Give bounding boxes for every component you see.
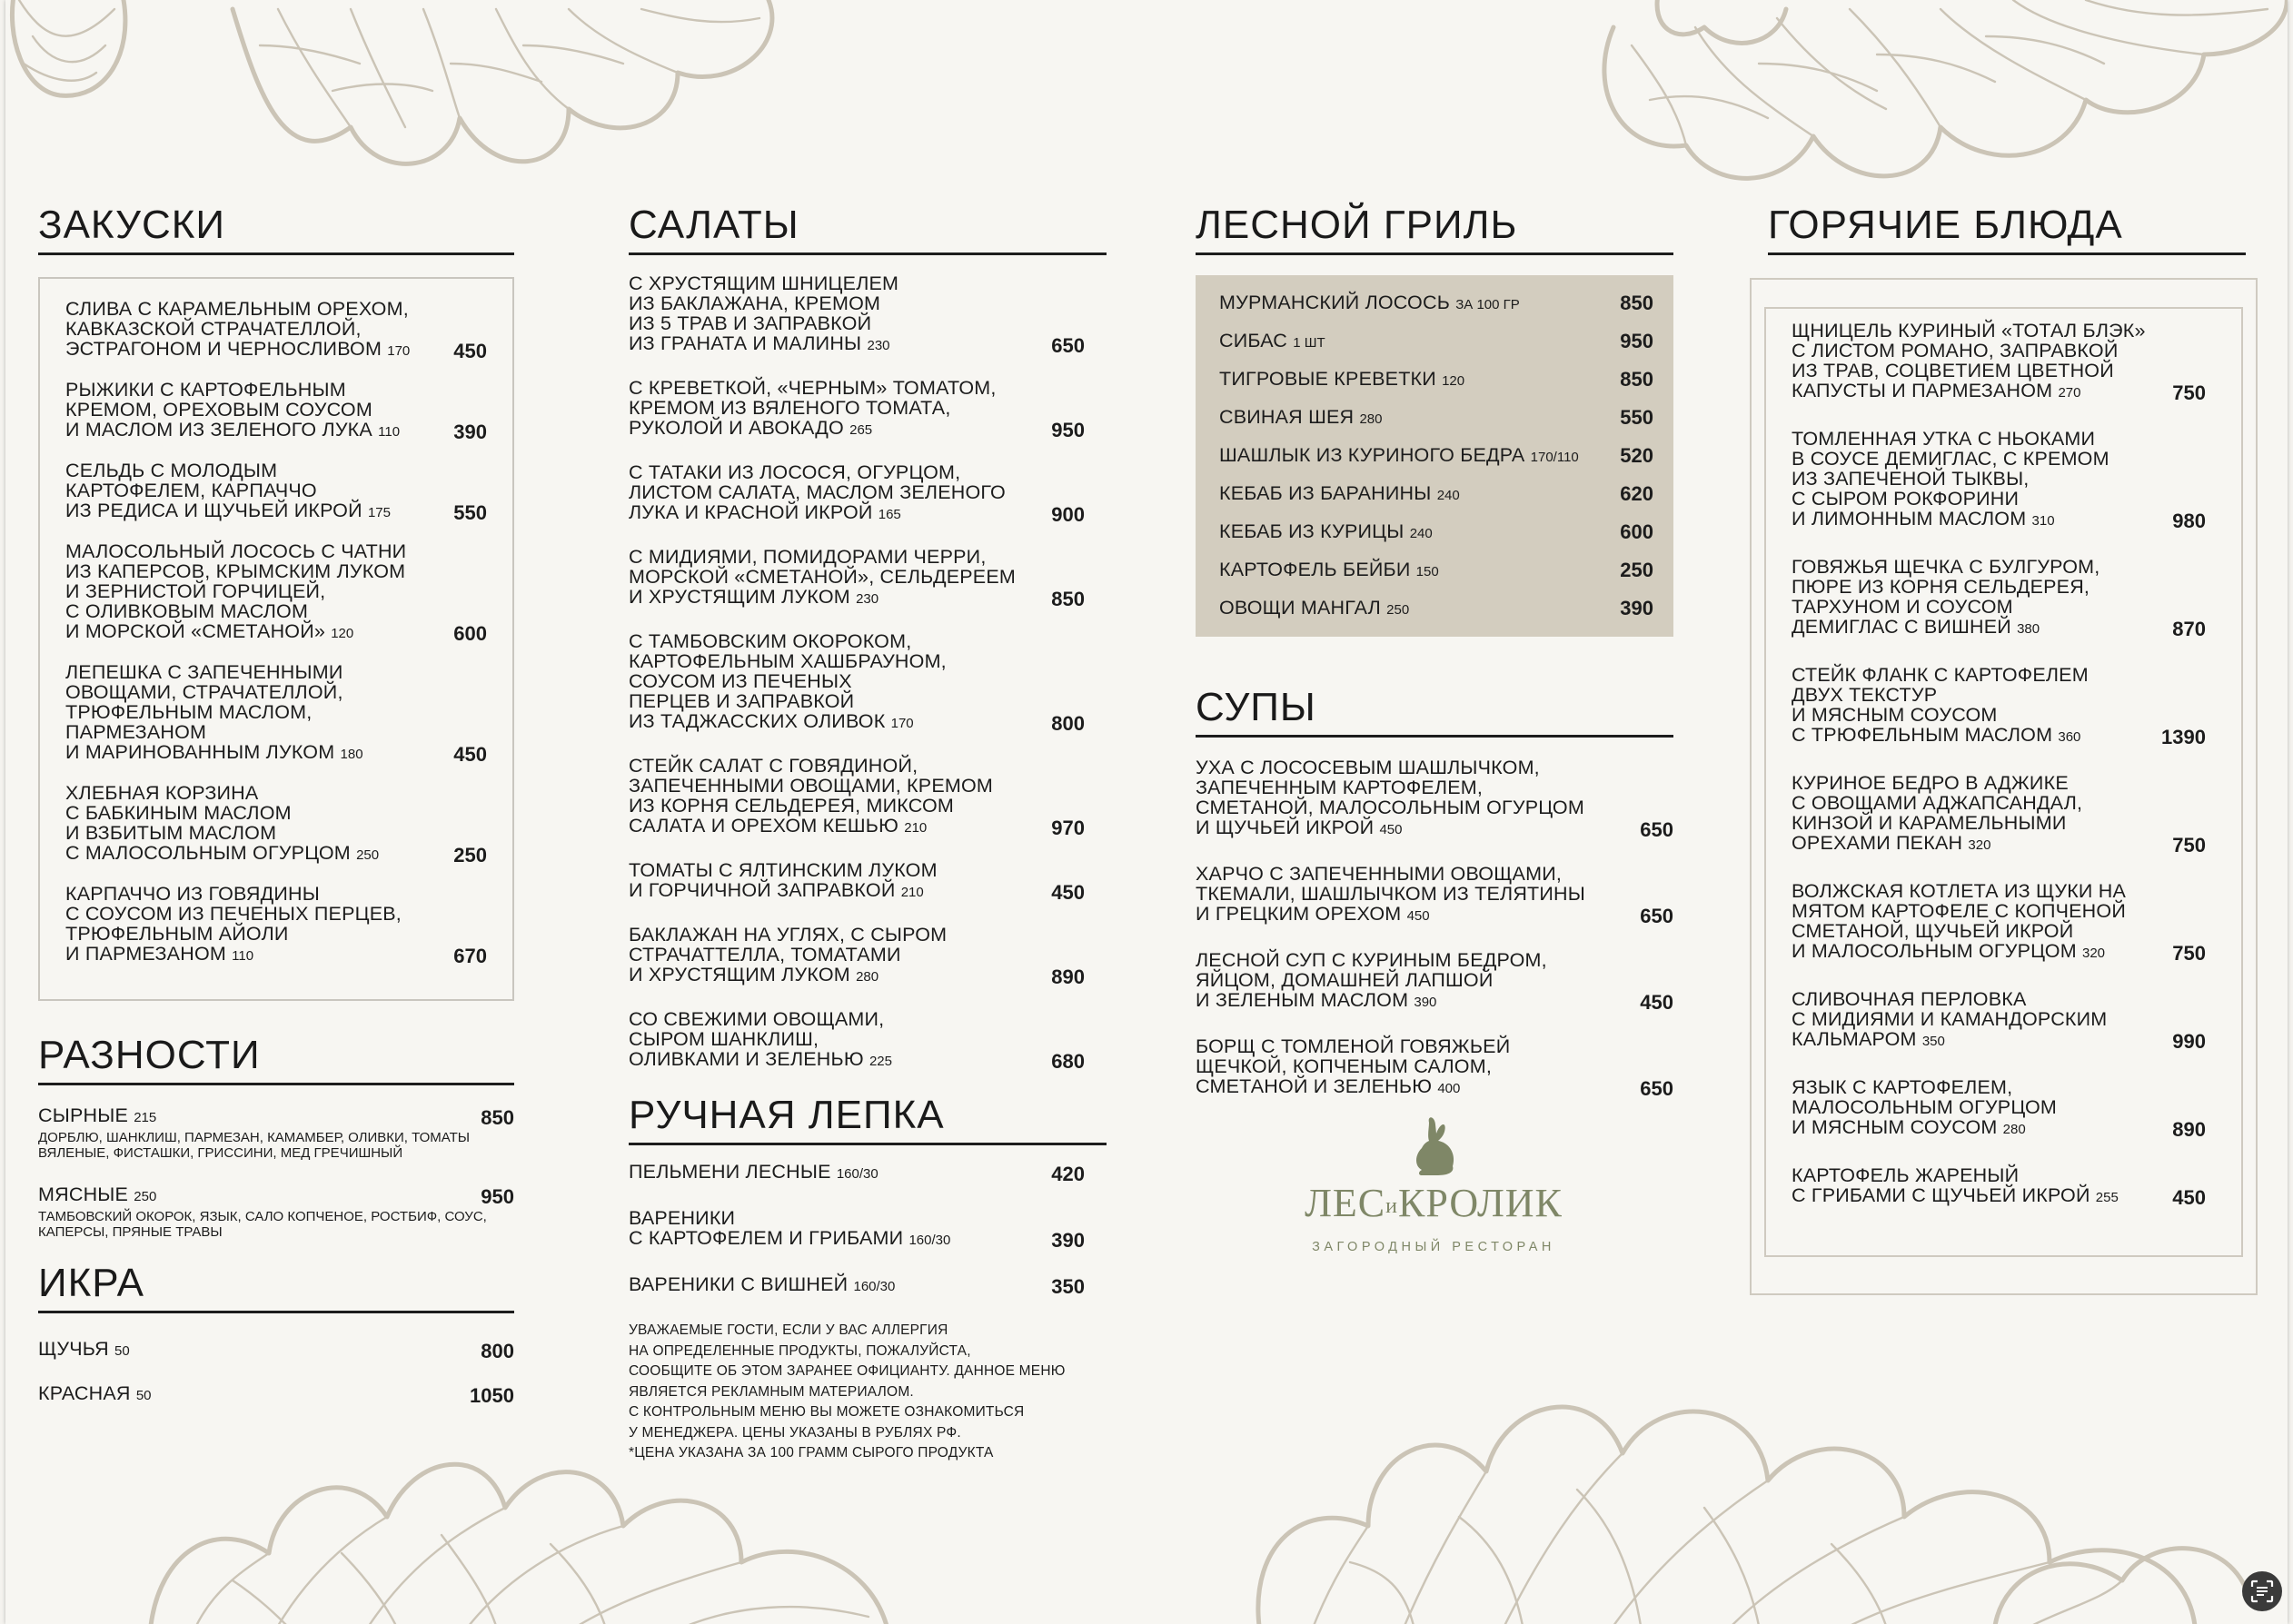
item-title: КАРТОФЕЛЬ БЕЙБИ <box>1219 558 1411 580</box>
menu-item <box>629 547 1085 609</box>
brand-tagline: ЗАГОРОДНЫЙ РЕСТОРАН <box>1312 1240 1555 1254</box>
menu-item <box>1792 321 2206 403</box>
menu-item-name <box>629 462 1027 525</box>
menu-item <box>1219 399 1653 437</box>
menu-item-name <box>65 662 429 765</box>
item-weight: 250 <box>356 847 380 863</box>
menu-item-name <box>1792 557 2148 639</box>
menu-item <box>1196 950 1673 1013</box>
item-title: ВОЛЖСКАЯ КОТЛЕТА ИЗ ЩУКИ НА МЯТОМ КАРТОФЕЛЕ С КОПЧЕНОЙ СМЕТАНОЙ, ЩУЧЬЕЙ ИКРОЙ И МАЛОСОЛЬНЫМ ОГУРЦОМ <box>1792 880 2127 962</box>
item-weight: 170 <box>387 343 411 359</box>
item-price: 890 <box>1051 965 1085 988</box>
allergy-notice: УВАЖАЕМЫЕ ГОСТИ, ЕСЛИ У ВАС АЛЛЕРГИЯ НА ОПРЕДЕЛЕННЫЕ ПРОДУКТЫ, ПОЖАЛУЙСТА, СООБЩИТЕ ОБ ЭТОМ ЗАРАНЕЕ ОФИЦИАНТУ. ДАННОЕ МЕНЮ ЯВЛЯЕТСЯ РЕКЛАМНЫМ МАТЕРИАЛОМ. С КОНТРОЛЬНЫМ МЕНЮ ВЫ МОЖЕТЕ ОЗНАКОМИТЬСЯ У МЕНЕДЖЕРА. ЦЕНЫ УКАЗАНЫ В РУБЛЯХ РФ. *ЦЕНА УКАЗАНА ЗА 100 ГРАММ СЫРОГО ПРОДУКТА <box>629 1322 1066 1461</box>
item-price: 750 <box>2172 381 2206 404</box>
item-weight: 280 <box>856 969 879 985</box>
menu-item-name <box>1792 773 2148 856</box>
menu-item <box>65 541 487 644</box>
menu-item <box>629 1162 1085 1184</box>
item-price: 600 <box>453 622 487 645</box>
item-title: С ХРУСТЯЩИМ ШНИЦЕЛЕМ ИЗ БАКЛАЖАНА, КРЕМОМ ИЗ 5 ТРАВ И ЗАПРАВКОЙ ИЗ ГРАНАТА И МАЛИНЫ <box>629 272 899 354</box>
item-title: ЛЕПЕШКА С ЗАПЕЧЕННЫМИ ОВОЩАМИ, СТРАЧАТЕЛЛОЙ, ТРЮФЕЛЬНЫМ МАСЛОМ, ПАРМЕЗАНОМ И МАРИНОВАННЫМ ЛУКОМ <box>65 661 343 763</box>
menu-item <box>65 783 487 866</box>
menu-item <box>1196 758 1673 840</box>
menu-item-name <box>38 1105 456 1128</box>
section-title-ikra: ИКРА <box>38 1263 514 1313</box>
item-title: ХАРЧО С ЗАПЕЧЕННЫМИ ОВОЩАМИ, ТКЕМАЛИ, ШАШЛЫЧКОМ ИЗ ТЕЛЯТИНЫ И ГРЕЦКИМ ОРЕХОМ <box>1196 863 1586 925</box>
item-title: ТОМАТЫ С ЯЛТИНСКИМ ЛУКОМ И ГОРЧИЧНОЙ ЗАПРАВКОЙ <box>629 859 938 901</box>
item-price: 890 <box>2172 1118 2206 1141</box>
menu-item-name <box>629 1009 1027 1072</box>
menu-item-name <box>629 1208 1027 1251</box>
item-title: ВАРЕНИКИ С ВИШНЕЙ <box>629 1273 849 1295</box>
item-price: 850 <box>1620 292 1653 314</box>
item-title: МЯСНЫЕ <box>38 1183 129 1205</box>
menu-item-name <box>1792 1165 2148 1208</box>
item-price: 550 <box>453 501 487 524</box>
item-title: СЛИВА С КАРАМЕЛЬНЫМ ОРЕХОМ, КАВКАЗСКОЙ СТРАЧАТЕЛЛОЙ, ЭСТРАГОНОМ И ЧЕРНОСЛИВОМ <box>65 298 409 360</box>
menu-item-name <box>1219 598 1595 620</box>
item-price: 800 <box>1051 712 1085 735</box>
item-price: 670 <box>453 945 487 967</box>
item-weight: 120 <box>1442 372 1465 389</box>
menu-item <box>629 1208 1085 1251</box>
item-weight: 175 <box>367 505 391 520</box>
item-price: 520 <box>1620 444 1653 467</box>
menu-item-name <box>629 1162 1027 1184</box>
item-description: ТАМБОВСКИЙ ОКОРОК, ЯЗЫК, САЛО КОПЧЕНОЕ, РОСТБИФ, СОУС, КАПЕРСЫ, ПРЯНЫЕ ТРАВЫ <box>38 1209 487 1240</box>
section-title-lepka: РУЧНАЯ ЛЕПКА <box>629 1095 1107 1145</box>
menu-item <box>1792 773 2206 856</box>
item-title: СО СВЕЖИМИ ОВОЩАМИ, СЫРОМ ШАНКЛИШ, ОЛИВКАМИ И ЗЕЛЕНЬЮ <box>629 1008 885 1070</box>
menu-item-name <box>1792 665 2148 748</box>
item-weight: 390 <box>1414 995 1437 1010</box>
item-weight: 280 <box>1359 411 1383 427</box>
item-title: С КРЕВЕТКОЙ, «ЧЕРНЫМ» ТОМАТОМ, КРЕМОМ ИЗ ВЯЛЕНОГО ТОМАТА, РУКОЛОЙ И АВОКАДО <box>629 377 997 439</box>
scan-text-icon <box>2250 1579 2274 1603</box>
menu-item <box>629 1009 1085 1072</box>
menu-item-name <box>65 460 429 523</box>
item-price: 870 <box>2172 618 2206 640</box>
item-weight: 170 <box>890 716 914 731</box>
menu-item-name <box>65 884 429 966</box>
item-price: 650 <box>1640 905 1673 927</box>
grill-box <box>1196 275 1673 637</box>
item-title: ПЕЛЬМЕНИ ЛЕСНЫЕ <box>629 1161 831 1183</box>
menu-item-name <box>65 380 429 442</box>
menu-item <box>1219 589 1653 628</box>
menu-item-name <box>1219 331 1595 353</box>
menu-item <box>1792 1165 2206 1208</box>
item-title: КАРПАЧЧО ИЗ ГОВЯДИНЫ С СОУСОМ ИЗ ПЕЧЕНЫХ ПЕРЦЕВ, ТРЮФЕЛЬНЫМ АЙОЛИ И ПАРМЕЗАНОМ <box>65 883 402 965</box>
menu-item <box>629 462 1085 525</box>
item-price: 680 <box>1051 1050 1085 1073</box>
item-weight: 400 <box>1437 1081 1461 1096</box>
item-price: 350 <box>1051 1275 1085 1298</box>
item-title: УХА С ЛОСОСЕВЫМ ШАШЛЫЧКОМ, ЗАПЕЧЕННЫМ КАРТОФЕЛЕМ, СМЕТАНОЙ, МАЛОСОЛЬНЫМ ОГУРЦОМ И ЩУЧЬЕЙ ИКРОЙ <box>1196 757 1584 838</box>
section-title-zakuski: ЗАКУСКИ <box>38 205 514 255</box>
menu-item-name <box>1219 521 1595 544</box>
item-title: ТОМЛЕННАЯ УТКА С НЬОКАМИ В СОУСЕ ДЕМИГЛАС, С КРЕМОМ ИЗ ЗАПЕЧЕНОЙ ТЫКВЫ, С СЫРОМ РОКФОРИНИ И ЛИМОННЫМ МАСЛОМ <box>1792 428 2109 530</box>
menu-item-name <box>1219 369 1595 391</box>
item-weight: 320 <box>1968 837 1991 853</box>
section-title-grill: ЛЕСНОЙ ГРИЛЬ <box>1196 205 1673 255</box>
menu-item <box>65 299 487 361</box>
menu-item <box>1792 881 2206 964</box>
item-weight: 310 <box>2031 513 2055 529</box>
item-price: 850 <box>1051 588 1085 610</box>
menu-item <box>629 925 1085 987</box>
item-weight: 350 <box>1921 1034 1945 1049</box>
item-price: 980 <box>2172 510 2206 532</box>
item-title: СТЕЙК САЛАТ С ГОВЯДИНОЙ, ЗАПЕЧЕННЫМИ ОВОЩАМИ, КРЕМОМ ИЗ КОРНЯ СЕЛЬДЕРЕЯ, МИКСОМ САЛАТА И ОРЕХОМ КЕШЬЮ <box>629 755 993 837</box>
raznosti-list <box>38 1105 514 1240</box>
item-price: 650 <box>1051 334 1085 357</box>
menu-item-name <box>629 547 1027 609</box>
menu-item <box>38 1339 514 1362</box>
item-title: БАКЛАЖАН НА УГЛЯХ, С СЫРОМ СТРАЧАТТЕЛЛА, ТОМАТАМИ И ХРУСТЯЩИМ ЛУКОМ <box>629 924 948 985</box>
item-weight: ЗА 100 ГР <box>1455 296 1520 312</box>
item-price: 990 <box>2172 1030 2206 1053</box>
item-weight: 240 <box>1436 487 1460 503</box>
menu-item <box>65 460 487 523</box>
menu-item-name <box>1792 321 2148 403</box>
item-price: 850 <box>1620 368 1653 391</box>
menu-item <box>1219 361 1653 399</box>
menu-item-name <box>629 273 1027 356</box>
item-weight: 230 <box>856 591 879 607</box>
item-title: СЫРНЫЕ <box>38 1104 128 1126</box>
item-title: С МИДИЯМИ, ПОМИДОРАМИ ЧЕРРИ, МОРСКОЙ «СМЕТАНОЙ», СЕЛЬДЕРЕЕМ И ХРУСТЯЩИМ ЛУКОМ <box>629 546 1016 608</box>
item-price: 950 <box>481 1185 514 1208</box>
salaty-list <box>629 273 1107 1072</box>
item-price: 620 <box>1620 482 1653 505</box>
item-title: КЕБАБ ИЗ КУРИЦЫ <box>1219 520 1405 542</box>
item-weight: 450 <box>1406 908 1430 924</box>
menu-item <box>1219 437 1653 475</box>
menu-item-name <box>1219 483 1595 506</box>
item-price: 900 <box>1051 503 1085 526</box>
leaf-decoration-bottom-right <box>1250 1362 2288 1624</box>
item-price: 650 <box>1640 818 1673 841</box>
lepka-list <box>629 1162 1107 1297</box>
item-weight: 160/30 <box>908 1233 951 1248</box>
item-title: КУРИНОЕ БЕДРО В АДЖИКЕ С ОВОЩАМИ АДЖАПСАНДАЛ, КИНЗОЙ И КАРАМЕЛЬНЫМИ ОРЕХАМИ ПЕКАН <box>1792 772 2083 854</box>
item-price: 750 <box>2172 834 2206 857</box>
item-weight: 230 <box>867 338 890 353</box>
menu-item-name <box>1792 989 2148 1052</box>
menu-item-name <box>629 1274 1027 1297</box>
item-title: ЛЕСНОЙ СУП С КУРИНЫМ БЕДРОМ, ЯЙЦОМ, ДОМАШНЕЙ ЛАПШОЙ И ЗЕЛЕНЫМ МАСЛОМ <box>1196 949 1547 1011</box>
item-weight: 160/30 <box>853 1279 896 1294</box>
item-title: КЕБАБ ИЗ БАРАНИНЫ <box>1219 481 1432 504</box>
menu-item-name <box>1196 758 1615 840</box>
menu-item-name <box>1196 1036 1615 1099</box>
item-price: 390 <box>1620 597 1653 619</box>
item-weight: 225 <box>869 1054 892 1069</box>
menu-item <box>629 860 1085 903</box>
item-price: 600 <box>1620 520 1653 543</box>
column-zakuski <box>38 205 514 1428</box>
menu-item <box>1792 557 2206 639</box>
item-weight: 280 <box>2002 1122 2026 1137</box>
menu-item-name <box>38 1339 456 1362</box>
item-weight: 265 <box>849 422 873 438</box>
section-title-supy: СУПЫ <box>1196 688 1673 738</box>
column-salaty <box>629 205 1107 1464</box>
menu-item-name <box>65 541 429 644</box>
menu-item <box>65 884 487 966</box>
item-price: 550 <box>1620 406 1653 429</box>
item-title: МУРМАНСКИЙ ЛОСОСЬ <box>1219 291 1451 313</box>
menu-sheet <box>5 0 2288 1624</box>
item-title: СЕЛЬДЬ С МОЛОДЫМ КАРТОФЕЛЕМ, КАРПАЧЧО ИЗ РЕДИСА И ЩУЧЬЕЙ ИКРОЙ <box>65 460 362 521</box>
scan-text-button[interactable] <box>2242 1571 2282 1611</box>
item-price: 970 <box>1051 817 1085 839</box>
rabbit-icon <box>1402 1115 1465 1179</box>
item-weight: 160/30 <box>836 1166 878 1182</box>
item-title: КАРТОФЕЛЬ ЖАРЕНЫЙ С ГРИБАМИ С ЩУЧЬЕЙ ИКРОЙ <box>1792 1164 2090 1206</box>
menu-item <box>1219 475 1653 513</box>
menu-item <box>1792 1077 2206 1140</box>
item-weight: 170/110 <box>1530 449 1579 465</box>
menu-item-name <box>629 860 1027 903</box>
menu-item <box>1196 864 1673 926</box>
item-price: 450 <box>453 743 487 766</box>
ikra-list <box>38 1339 514 1406</box>
item-title: ГОВЯЖЬЯ ЩЕЧКА С БУЛГУРОМ, ПЮРЕ ИЗ КОРНЯ СЕЛЬДЕРЕЯ, ТАРХУНОМ И СОУСОМ ДЕМИГЛАС С ВИШНЕЙ <box>1792 556 2100 638</box>
item-description: ДОРБЛЮ, ШАНКЛИШ, ПАРМЕЗАН, КАМАМБЕР, ОЛИВКИ, ТОМАТЫ ВЯЛЕНЫЕ, ФИСТАШКИ, ГРИССИНИ, МЕД ГРЕЧИШНЫЙ <box>38 1130 471 1161</box>
item-title: ОВОЩИ МАНГАЛ <box>1219 596 1381 619</box>
menu-item-name <box>65 783 429 866</box>
item-weight: 210 <box>904 820 928 836</box>
item-price: 450 <box>453 340 487 362</box>
item-weight: 50 <box>135 1388 152 1403</box>
column-grill <box>1196 205 1673 1123</box>
item-weight: 210 <box>900 885 924 900</box>
menu-item <box>1196 1036 1673 1099</box>
item-title: ЩУЧЬЯ <box>38 1338 109 1360</box>
menu-item <box>1792 989 2206 1052</box>
item-price: 250 <box>453 844 487 866</box>
menu-item <box>38 1184 514 1207</box>
item-price: 450 <box>1051 881 1085 904</box>
menu-item <box>65 662 487 765</box>
restaurant-logo <box>1288 1115 1579 1254</box>
item-weight: 450 <box>1379 822 1403 837</box>
hot-list <box>1768 321 2246 1208</box>
item-title: С ТАТАКИ ИЗ ЛОСОСЯ, ОГУРЦОМ, ЛИСТОМ САЛАТА, МАСЛОМ ЗЕЛЕНОГО ЛУКА И КРАСНОЙ ИКРОЙ <box>629 461 1006 523</box>
item-price: 250 <box>1620 559 1653 581</box>
brand-name: ЛЕСиКРОЛИК <box>1305 1181 1563 1225</box>
item-title: СТЕЙК ФЛАНК С КАРТОФЕЛЕМ ДВУХ ТЕКСТУР И МЯСНЫМ СОУСОМ С ТРЮФЕЛЬНЫМ МАСЛОМ <box>1792 664 2089 746</box>
menu-item-name <box>38 1383 456 1406</box>
item-weight: 380 <box>2017 621 2040 637</box>
menu-item-name <box>629 925 1027 987</box>
menu-item <box>38 1383 514 1406</box>
leaf-decoration-top-right <box>1577 0 2288 209</box>
column-hot <box>1768 205 2246 1233</box>
menu-item-name <box>629 378 1027 441</box>
item-title: СВИНАЯ ШЕЯ <box>1219 405 1355 428</box>
menu-item-name <box>1792 429 2148 531</box>
menu-item-name <box>1219 445 1595 468</box>
item-price: 450 <box>2172 1186 2206 1209</box>
item-weight: 270 <box>2058 385 2081 401</box>
item-weight: 120 <box>331 626 354 641</box>
menu-item <box>1219 322 1653 361</box>
item-title: ШАШЛЫК ИЗ КУРИНОГО БЕДРА <box>1219 443 1525 466</box>
menu-item-name <box>1792 881 2148 964</box>
item-weight: 360 <box>2058 729 2081 745</box>
menu-item-name <box>65 299 429 361</box>
menu-item <box>1792 429 2206 531</box>
item-weight: 250 <box>134 1189 157 1204</box>
section-title-salaty: САЛАТЫ <box>629 205 1107 255</box>
menu-item-name <box>1196 950 1615 1013</box>
item-title: ТИГРОВЫЕ КРЕВЕТКИ <box>1219 367 1436 390</box>
menu-item <box>629 273 1085 356</box>
item-title: ЩНИЦЕЛЬ КУРИНЫЙ «ТОТАЛ БЛЭК» С ЛИСТОМ РОМАНО, ЗАПРАВКОЙ ИЗ ТРАВ, СОЦВЕТИЕМ ЦВЕТНОЙ КАПУСТЫ И ПАРМЕЗАНОМ <box>1792 320 2146 401</box>
item-weight: 250 <box>1386 601 1410 618</box>
leaf-decoration-top-left <box>5 0 142 118</box>
leaf-decoration-top-center <box>223 0 805 200</box>
menu-item-name <box>1196 864 1615 926</box>
item-price: 1390 <box>2161 726 2206 748</box>
menu-item-name <box>1219 407 1595 430</box>
menu-item <box>1219 284 1653 322</box>
item-title: С ТАМБОВСКИМ ОКОРОКОМ, КАРТОФЕЛЬНЫМ ХАШБРАУНОМ, СОУСОМ ИЗ ПЕЧЕНЫХ ПЕРЦЕВ И ЗАПРАВКОЙ ИЗ ТАДЖАССКИХ ОЛИВОК <box>629 630 947 732</box>
item-price: 390 <box>453 421 487 443</box>
menu-item <box>629 378 1085 441</box>
item-weight: 165 <box>878 507 901 522</box>
item-title: МАЛОСОЛЬНЫЙ ЛОСОСЬ С ЧАТНИ ИЗ КАПЕРСОВ, КРЫМСКИМ ЛУКОМ И ЗЕРНИСТОЙ ГОРЧИЦЕЙ, С ОЛИВКОВЫМ МАСЛОМ И МОРСКОЙ «СМЕТАНОЙ» <box>65 540 407 642</box>
menu-item-name <box>629 756 1027 838</box>
item-weight: 255 <box>2095 1190 2119 1205</box>
item-title: РЫЖИКИ С КАРТОФЕЛЬНЫМ КРЕМОМ, ОРЕХОВЫМ СОУСОМ И МАСЛОМ ИЗ ЗЕЛЕНОГО ЛУКА <box>65 379 372 441</box>
item-price: 800 <box>481 1340 514 1362</box>
item-weight: 215 <box>134 1110 157 1125</box>
item-price: 650 <box>1640 1077 1673 1100</box>
item-price: 750 <box>2172 942 2206 965</box>
item-weight: 150 <box>1415 563 1439 579</box>
item-price: 450 <box>1640 991 1673 1014</box>
item-title: СЛИВОЧНАЯ ПЕРЛОВКА С МИДИЯМИ И КАМАНДОРСКИМ КАЛЬМАРОМ <box>1792 988 2108 1050</box>
item-weight: 50 <box>114 1343 130 1359</box>
menu-item-name <box>38 1184 456 1207</box>
item-price: 1050 <box>470 1384 514 1407</box>
menu-item <box>629 756 1085 838</box>
menu-item <box>1219 551 1653 589</box>
menu-item-name <box>1219 292 1595 315</box>
menu-item <box>1792 665 2206 748</box>
item-title: БОРЩ С ТОМЛЕНОЙ ГОВЯЖЬЕЙ ЩЕЧКОЙ, КОПЧЕНЫМ САЛОМ, СМЕТАНОЙ И ЗЕЛЕНЬЮ <box>1196 1035 1511 1097</box>
menu-item <box>65 380 487 442</box>
item-weight: 240 <box>1409 525 1433 541</box>
item-weight: 110 <box>378 424 401 440</box>
menu-item-name <box>629 631 1027 734</box>
item-weight: 1 ШТ <box>1293 334 1325 351</box>
item-title: КРАСНАЯ <box>38 1382 131 1404</box>
menu-item-name <box>1219 559 1595 582</box>
item-weight: 320 <box>2082 946 2106 961</box>
item-price: 950 <box>1051 419 1085 441</box>
item-title: СИБАС <box>1219 329 1288 352</box>
menu-item <box>629 631 1085 734</box>
item-title: ЯЗЫК С КАРТОФЕЛЕМ, МАЛОСОЛЬНЫМ ОГУРЦОМ И МЯСНЫМ СОУСОМ <box>1792 1076 2057 1138</box>
item-title: ВАРЕНИКИ С КАРТОФЕЛЕМ И ГРИБАМИ <box>629 1207 904 1249</box>
menu-item-name <box>1792 1077 2148 1140</box>
item-weight: 180 <box>340 747 363 762</box>
item-price: 850 <box>481 1106 514 1129</box>
menu-item <box>38 1105 514 1128</box>
supy-list <box>1196 758 1673 1099</box>
item-price: 420 <box>1051 1163 1085 1185</box>
menu-item <box>629 1274 1085 1297</box>
zakuski-box <box>38 277 514 1001</box>
item-price: 390 <box>1051 1229 1085 1252</box>
item-weight: 110 <box>232 948 254 964</box>
menu-item <box>1219 513 1653 551</box>
section-title-hot: ГОРЯЧИЕ БЛЮДА <box>1768 205 2246 255</box>
item-title: ХЛЕБНАЯ КОРЗИНА С БАБКИНЫМ МАСЛОМ И ВЗБИТЫМ МАСЛОМ С МАЛОСОЛЬНЫМ ОГУРЦОМ <box>65 782 351 864</box>
section-title-raznosti: РАЗНОСТИ <box>38 1035 514 1085</box>
item-price: 950 <box>1620 330 1653 352</box>
